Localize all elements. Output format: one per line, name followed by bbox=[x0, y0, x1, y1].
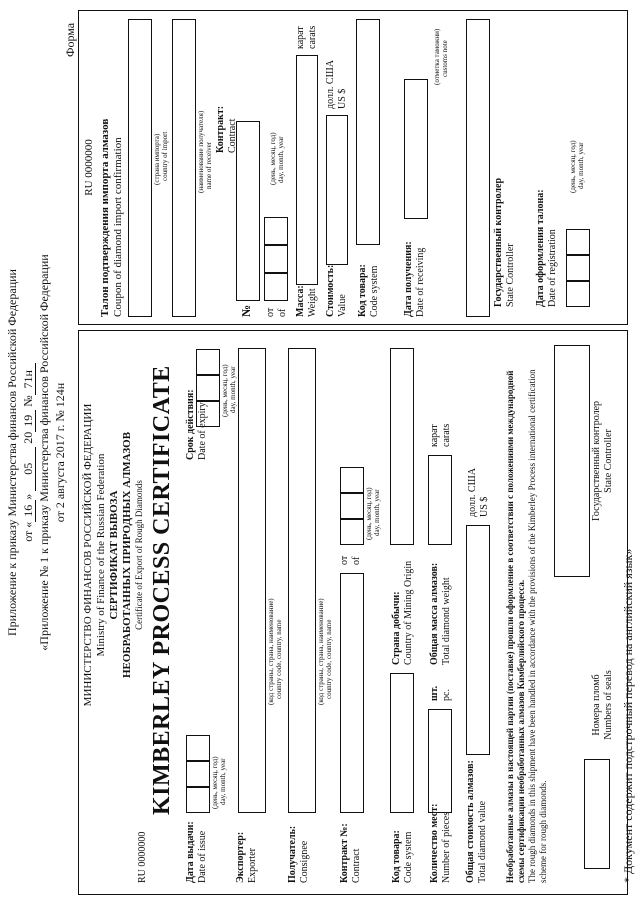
cert-title-ru-1: СЕРТИФИКАТ ВЫВОЗА bbox=[108, 490, 120, 620]
consignee-hint-en: country code, country, name bbox=[325, 619, 333, 699]
coupon-title-ru: Талон подтверждения импорта алмазов bbox=[99, 118, 111, 317]
coupon-receiver-hint-en: name of receiver bbox=[205, 141, 213, 189]
coupon-from-en: of bbox=[277, 308, 288, 317]
exporter-hint-ru: (код страны, страна, наименование) bbox=[267, 598, 275, 705]
issue-year-box[interactable] bbox=[186, 735, 210, 761]
weight-label-en: Total diamond weight bbox=[441, 577, 452, 665]
contract-hint-ru: (день, месяц, год) bbox=[365, 487, 373, 540]
coupon-value-field[interactable] bbox=[326, 115, 348, 265]
coupon-contract-label-en: Contract bbox=[227, 118, 238, 153]
coupon-mass-unit-ru: карат bbox=[295, 26, 306, 49]
coupon-value-unit-en: US $ bbox=[337, 88, 348, 109]
origin-label-en: Country of Mining Origin bbox=[403, 560, 414, 665]
expiry-hint-ru: (день, месяц, год) bbox=[221, 364, 229, 417]
coupon-receipt-label-en: Date of receiving bbox=[415, 247, 426, 317]
cert-number: RU 0000000 bbox=[137, 831, 148, 883]
contract-year-box[interactable] bbox=[340, 467, 364, 493]
expiry-label-ru: Срок действия: bbox=[185, 389, 196, 460]
contract-hint-en: day, month, year bbox=[373, 489, 381, 536]
coupon-title-en: Coupon of diamond import confirmation bbox=[112, 137, 124, 317]
coupon-mass-field[interactable] bbox=[296, 55, 318, 285]
coupon-registration-hint-ru: (день, месяц, год) bbox=[569, 140, 577, 193]
exporter-label-ru: Экспортер: bbox=[235, 831, 246, 883]
controller-signature-box[interactable] bbox=[554, 345, 590, 577]
pieces-unit-en: pc. bbox=[441, 689, 452, 701]
value-unit-ru: долл. США bbox=[467, 468, 478, 517]
coupon-registration-ru: Дата оформления талона: bbox=[535, 189, 546, 307]
coupon-date-month-box[interactable] bbox=[264, 245, 288, 273]
coupon-mass-label-en: Weight bbox=[307, 288, 318, 317]
cert-title-en: Certificate of Export of Rough Diamonds bbox=[134, 480, 144, 630]
coupon-customs-hint-en: customs note bbox=[441, 40, 449, 77]
ministry-ru: МИНИСТЕРСТВО ФИНАНСОВ РОССИЙСКОЙ ФЕДЕРАЦИИ bbox=[82, 403, 94, 707]
value-unit-en: US $ bbox=[479, 496, 490, 517]
coupon-receiver-field[interactable] bbox=[172, 19, 196, 317]
exporter-field[interactable] bbox=[238, 348, 266, 813]
coupon-number: RU 0000000 bbox=[83, 139, 95, 196]
coupon-receipt-field[interactable] bbox=[404, 79, 428, 219]
code-label-en: Code system bbox=[403, 831, 414, 883]
coupon-registration-en: Date of registration bbox=[547, 229, 558, 307]
value-label-ru: Общая стоимость алмазов: bbox=[465, 760, 476, 883]
pieces-label-en: Number of pieces bbox=[441, 811, 452, 883]
coupon-controller-box[interactable] bbox=[466, 19, 490, 317]
seals-box[interactable] bbox=[584, 759, 610, 869]
coupon-value-label-en: Value bbox=[337, 294, 348, 317]
contract-day-box[interactable] bbox=[340, 519, 364, 545]
statement-en-2: scheme for rough diamonds. bbox=[538, 780, 548, 883]
coupon-date-day-box[interactable] bbox=[264, 273, 288, 301]
coupon-contract-number-field[interactable] bbox=[236, 121, 260, 301]
issue-month-box[interactable] bbox=[186, 761, 210, 787]
coupon-registration-year-box[interactable] bbox=[566, 229, 590, 255]
coupon-value-unit-ru: долл. США bbox=[325, 60, 336, 109]
code-field[interactable] bbox=[390, 673, 414, 813]
coupon-country-hint-en: country of import bbox=[161, 131, 169, 181]
coupon-value-label-ru: Стоимость: bbox=[325, 264, 336, 317]
form-label: Форма bbox=[63, 22, 77, 57]
statement-ru-2: схемы сертификации необработанных алмазов Кимберлийского процесса. bbox=[516, 579, 526, 883]
coupon-mass-unit-en: carats bbox=[307, 25, 318, 49]
origin-field[interactable] bbox=[390, 348, 414, 545]
contract-field[interactable] bbox=[340, 573, 364, 813]
seals-label-en: Numbers of seals bbox=[603, 670, 614, 740]
issue-hint-en: day, month, year bbox=[219, 758, 227, 805]
issue-label-en: Date of issue bbox=[197, 830, 208, 883]
cert-title-ru-2: НЕОБРАБОТАННЫХ ПРИРОДНЫХ АЛМАЗОВ bbox=[121, 431, 133, 679]
controller-label-ru: Государственный контролер bbox=[591, 400, 602, 522]
pieces-unit-ru: шт. bbox=[429, 685, 440, 701]
coupon-date-hint-en: day, month, year bbox=[277, 136, 285, 183]
coupon-code-label-ru: Код товара: bbox=[357, 264, 368, 317]
coupon-customs-hint-ru: (отметка таможни) bbox=[433, 28, 441, 85]
header-line-4: от 2 августа 2017 г. № 124н bbox=[53, 382, 67, 523]
coupon-date-hint-ru: (день, месяц, год) bbox=[269, 132, 277, 185]
coupon-registration-month-box[interactable] bbox=[566, 255, 590, 281]
weight-unit-en: carats bbox=[441, 423, 452, 447]
weight-unit-ru: карат bbox=[429, 424, 440, 447]
coupon-receipt-label-ru: Дата получения: bbox=[403, 241, 414, 317]
coupon-registration-day-box[interactable] bbox=[566, 281, 590, 307]
contract-month-box[interactable] bbox=[340, 493, 364, 519]
exporter-hint-en: country code, country, name bbox=[275, 619, 283, 699]
weight-label-ru: Общая масса алмазов: bbox=[429, 562, 440, 665]
consignee-label-ru: Получатель: bbox=[287, 825, 298, 883]
contract-label-en: Contract bbox=[351, 848, 362, 883]
exporter-label-en: Exporter bbox=[247, 848, 258, 883]
weight-field[interactable] bbox=[428, 455, 452, 545]
ministry-en: Ministry of Finance of the Russian Federation bbox=[95, 453, 107, 657]
coupon-date-year-box[interactable] bbox=[264, 217, 288, 245]
seals-label-ru: Номера пломб bbox=[591, 674, 602, 736]
expiry-month-box[interactable] bbox=[196, 375, 220, 401]
coupon-controller-ru: Государственный контролер bbox=[493, 177, 504, 307]
pieces-field[interactable] bbox=[428, 709, 452, 813]
coupon-country-hint-ru: (страна импорта) bbox=[153, 133, 161, 185]
coupon-from-ru: от bbox=[265, 307, 276, 317]
code-label-ru: Код товара: bbox=[391, 830, 402, 883]
statement-en-1: The rough diamonds in this shipment have been handled in accordance with the provisions of the Kimberley Process international certification bbox=[527, 369, 537, 883]
kimberley-title: KIMBERLEY PROCESS CERTIFICATE bbox=[149, 365, 175, 815]
pieces-label-ru: Количество мест: bbox=[429, 803, 440, 883]
coupon-receiver-hint-ru: (наименование получателя) bbox=[197, 110, 205, 193]
expiry-year-box[interactable] bbox=[196, 349, 220, 375]
header-line-2: от «16» 05 2019 №71н bbox=[22, 0, 36, 905]
value-field[interactable] bbox=[466, 525, 490, 755]
issue-day-box[interactable] bbox=[186, 787, 210, 813]
coupon-mass-label-ru: Масса: bbox=[295, 285, 306, 317]
expiry-day-box[interactable] bbox=[196, 401, 220, 427]
value-label-en: Total diamond value bbox=[477, 800, 488, 883]
origin-label-ru: Страна добычи: bbox=[391, 591, 402, 665]
consignee-hint-ru: (код страны, страна, наименование) bbox=[317, 598, 325, 705]
coupon-registration-hint-en: day, month, year bbox=[577, 142, 585, 189]
controller-label-en: State Controller bbox=[603, 429, 614, 493]
coupon-code-field[interactable] bbox=[356, 19, 380, 245]
consignee-field[interactable] bbox=[288, 348, 316, 813]
coupon-number-sign: № bbox=[239, 304, 253, 317]
coupon-contract-label-ru: Контракт: bbox=[215, 105, 226, 153]
contract-from-ru: от bbox=[339, 555, 350, 565]
consignee-label-en: Consignee bbox=[299, 840, 310, 883]
coupon-country-field[interactable] bbox=[128, 19, 152, 317]
expiry-label-en: Date of expiry: bbox=[197, 399, 208, 460]
contract-label-ru: Контракт №: bbox=[339, 823, 350, 883]
header-line-1: Приложение к приказу Министерства финансов Российской Федерации bbox=[5, 269, 19, 636]
footnote: * Документ содержит подстрочный перевод на английский язык» bbox=[621, 548, 635, 883]
contract-from-en: of bbox=[351, 556, 362, 565]
header-line-3: «Приложение № 1 к приказу Министерства финансов Российской Федерации bbox=[37, 254, 51, 651]
statement-ru-1: Необработанные алмазы в настоящей партии (поставке) прошли оформление в соответствии с положениями международной bbox=[505, 370, 515, 883]
issue-hint-ru: (день, месяц, год) bbox=[211, 756, 219, 809]
expiry-hint-en: day, month, year bbox=[229, 366, 237, 413]
coupon-controller-en: State Controller bbox=[505, 243, 516, 307]
coupon-code-label-en: Code system bbox=[369, 265, 380, 317]
issue-label-ru: Дата выдачи: bbox=[185, 821, 196, 883]
